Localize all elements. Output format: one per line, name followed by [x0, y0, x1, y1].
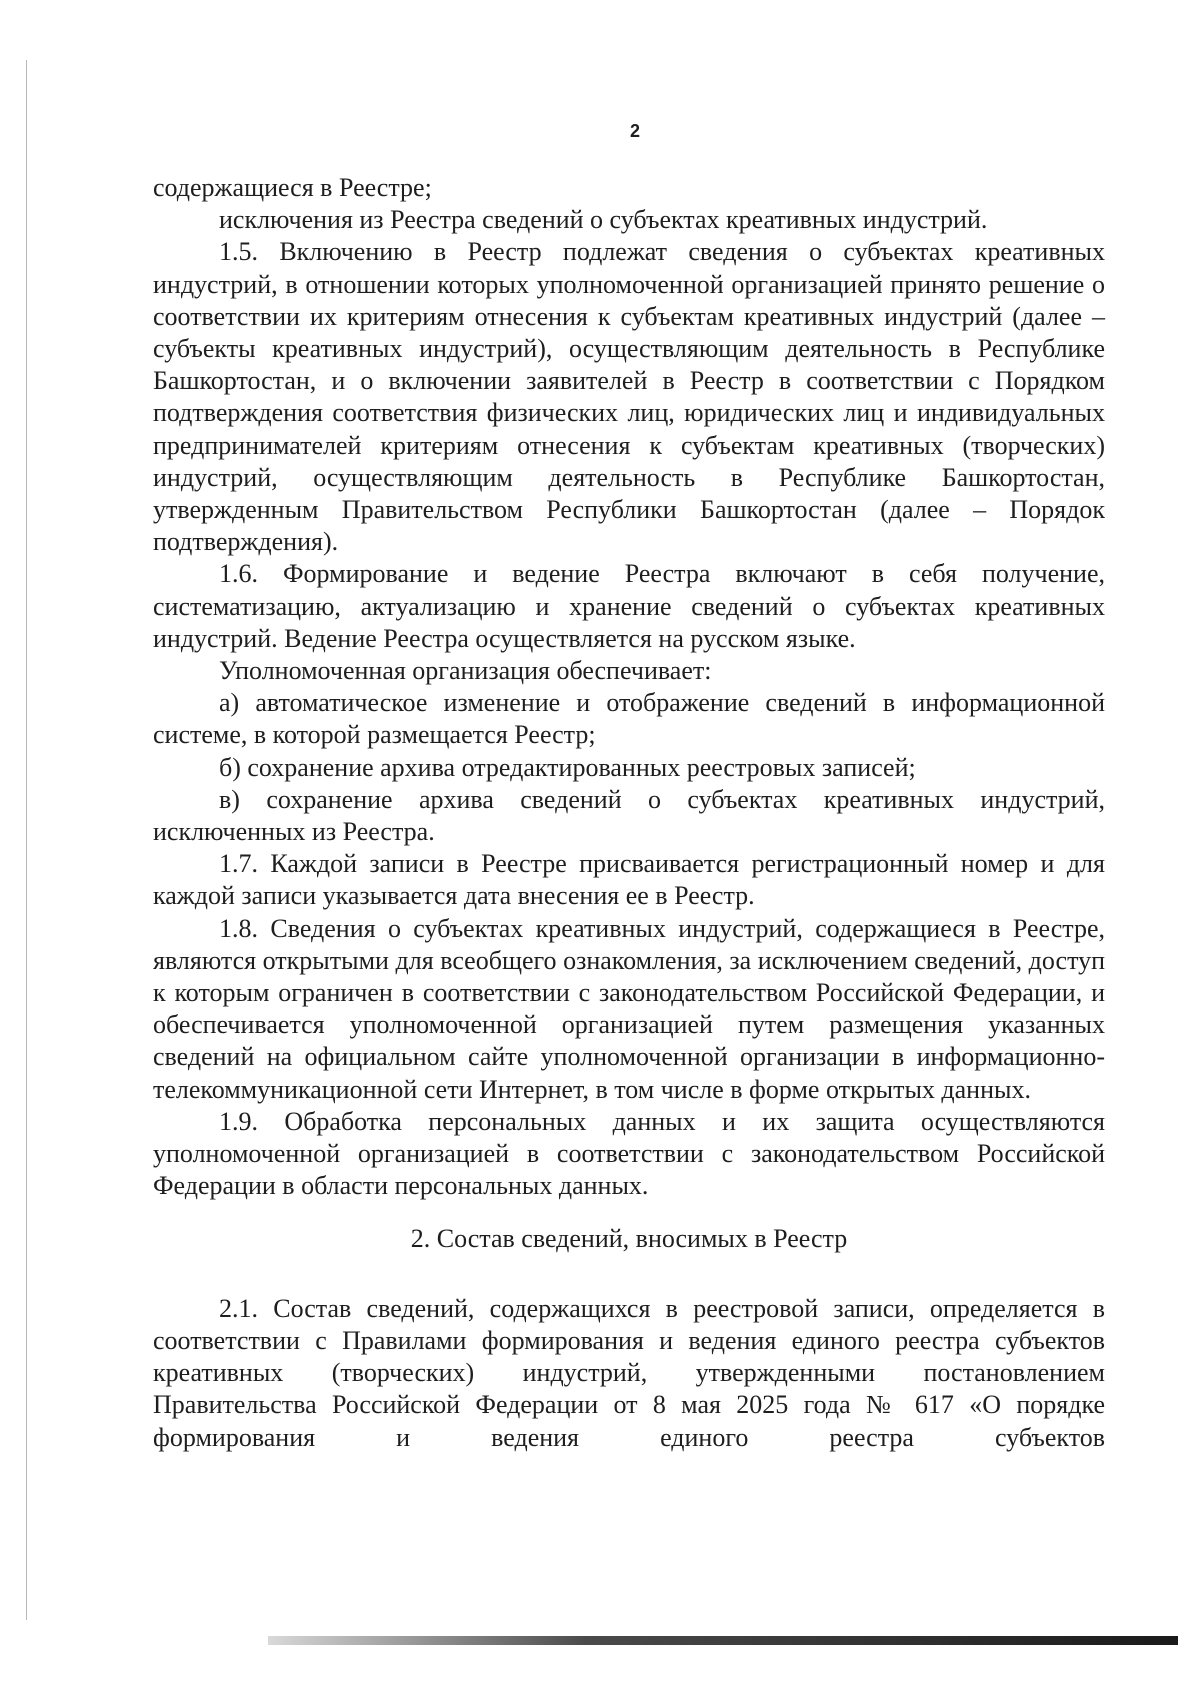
- paragraph-continuation: содержащиеся в Реестре;: [153, 173, 432, 202]
- document-body: [153, 172, 1105, 1454]
- paragraph-2-1: 2.1. Состав сведений, содержащихся в реестровой записи, определяется в соответствии с Правилами формирования и ведения единого реестра субъектов креативных (творческих) индустрий, утвержденными постановлением Правительства Российской Федерации от 8 мая 2025 года № 617 «О порядке формирования и ведения единого реестра субъектов: [153, 1293, 1105, 1452]
- list-item-v: в) сохранение архива сведений о субъектах креативных индустрий, исключенных из Реестра.: [153, 784, 1105, 847]
- list-item-b: б) сохранение архива отредактированных реестровых записей;: [219, 752, 916, 782]
- scan-edge-line: [26, 60, 27, 1620]
- paragraph-1-7: 1.7. Каждой записи в Реестре присваивается регистрационный номер и для каждой записи указывается дата внесения ее в Реестр.: [153, 849, 1105, 911]
- list-item-a: а) автоматическое изменение и отображение сведений в информационной системе, в которой размещается Реестр;: [153, 688, 1105, 750]
- paragraph-1-6: 1.6. Формирование и ведение Реестра включают в себя получение, систематизацию, актуализацию и хранение сведений о субъектах креативных индустрий. Ведение Реестра осуществляется на русском языке.: [153, 559, 1105, 653]
- page-number: 2: [629, 121, 640, 141]
- paragraph-organization-provides: Уполномоченная организация обеспечивает:: [219, 656, 712, 686]
- paragraph-1-9: 1.9. Обработка персональных данных и их защита осуществляются уполномоченной организацией в соответствии с законодательством Российской Федерации в области персональных данных.: [153, 1106, 1105, 1201]
- paragraph-1-5: 1.5. Включению в Реестр подлежат сведения о субъектах креативных индустрий, в отношении которых уполномоченной организацией принято решение о соответствии их критериям отнесения к субъектам креативных индустрий (далее – субъекты креативных индустрий), осуществляющим деятельность в Республике Башкортостан, и о включении заявителей в Реестр в соответствии с Порядком подтверждения соответствия физических лиц, юридических лиц и индивидуальных предпринимателей критериям отнесения к субъектам креативных (творческих) индустрий, осуществляющим деятельность в Республике Башкортостан, утвержденным Правительством Республики Башкортостан (далее – Порядок подтверждения).: [153, 237, 1105, 557]
- paragraph-1-8: 1.8. Сведения о субъектах креативных индустрий, содержащиеся в Реестре, являются открытыми для всеобщего ознакомления, за исключением сведений, доступ к которым ограничен в соответствии с законодательством Российской Федерации, и обеспечивается уполномоченной организацией путем размещения указанных сведений на официальном сайте уполномоченной организации в информационно-телекоммуникационной сети Интернет, в том числе в форме открытых данных.: [153, 913, 1105, 1104]
- scan-edge-bar: [268, 1636, 1178, 1645]
- paragraph-exclusion: исключения из Реестра сведений о субъектах креативных индустрий.: [219, 205, 988, 235]
- section-2-heading: 2. Состав сведений, вносимых в Реестр: [410, 1223, 848, 1253]
